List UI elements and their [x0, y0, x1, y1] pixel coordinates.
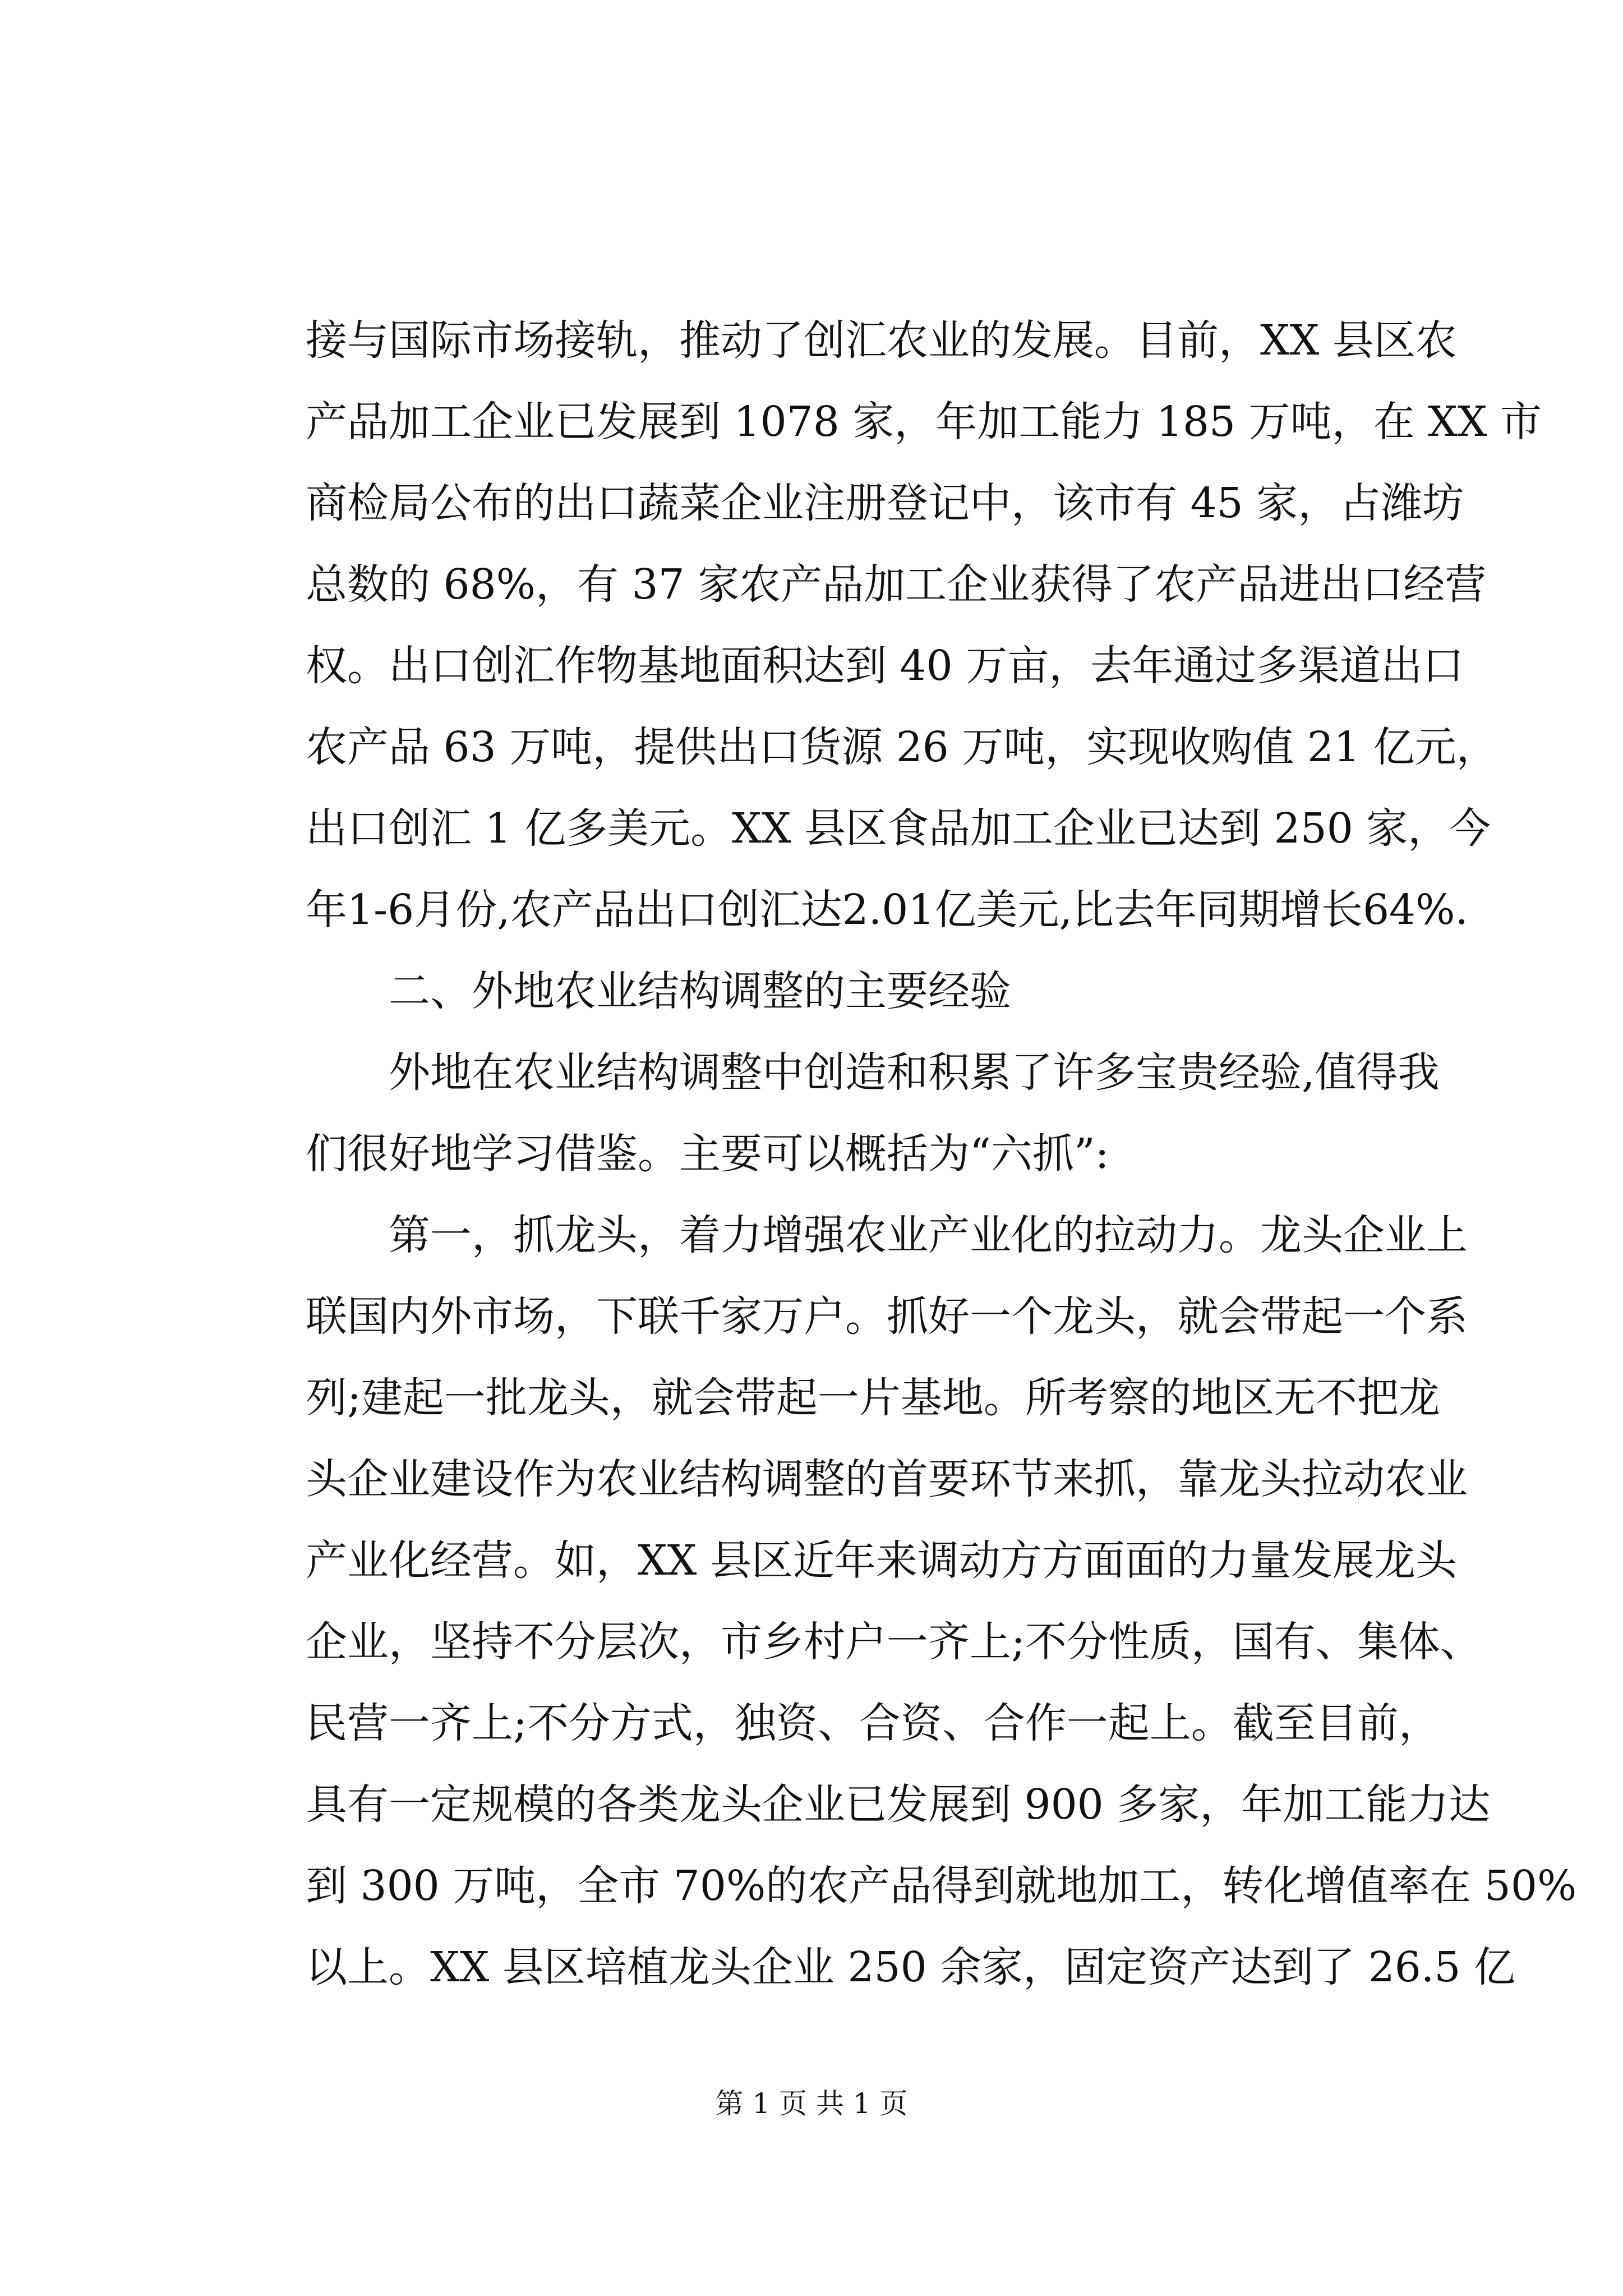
text-line: 产业化经营。如，XX 县区近年来调动方方面面的力量发展龙头 [306, 1536, 1457, 1585]
text-line: 具有一定规模的各类龙头企业已发展到 900 多家，年加工能力达 [306, 1780, 1491, 1829]
text-line: 权。出口创汇作物基地面积达到 40 万亩，去年通过多渠道出口 [306, 642, 1464, 690]
body-text [306, 300, 1577, 2008]
text-line: 们很好地学习借鉴。主要可以概括为“六抓”: [306, 1130, 1109, 1178]
text-line: 民营一齐上;不分方式，独资、合资、合作一起上。截至目前， [306, 1699, 1440, 1747]
text-line: 以上。XX 县区培植龙头企业 250 余家，固定资产达到了 26.5 亿 [306, 1943, 1515, 1991]
text-line: 产品加工企业已发展到 1078 家，年加工能力 185 万吨，在 XX 市 [306, 398, 1542, 446]
text-line: 联国内外市场，下联千家万户。抓好一个龙头，就会带起一个系 [306, 1292, 1468, 1341]
section-heading: 二、外地农业结构调整的主要经验 [389, 967, 1011, 1015]
text-line: 接与国际市场接轨，推动了创汇农业的发展。目前，XX 县区农 [306, 316, 1457, 365]
text-line: 出口创汇 1 亿多美元。XX 县区食品加工企业已达到 250 家，今 [306, 804, 1491, 853]
page-footer: 第 1 页 共 1 页 [715, 2087, 908, 2120]
text-line: 总数的 68%，有 37 家农产品加工企业获得了农产品进出口经营 [306, 560, 1487, 609]
text-line: 企业，坚持不分层次，市乡村户一齐上;不分性质，国有、集体、 [306, 1618, 1482, 1666]
text-line: 外地在农业结构调整中创造和积累了许多宝贵经验,值得我 [389, 1048, 1440, 1097]
text-line: 年1-6月份,农产品出口创汇达2.01亿美元,比去年同期增长64%. [306, 886, 1468, 934]
text-line: 列;建起一批龙头，就会带起一片基地。所考察的地区无不把龙 [306, 1374, 1440, 1422]
text-line: 商检局公布的出口蔬菜企业注册登记中，该市有 45 家，占潍坊 [306, 479, 1464, 527]
text-line: 头企业建设作为农业结构调整的首要环节来抓，靠龙头拉动农业 [306, 1455, 1468, 1503]
text-line: 到 300 万吨，全市 70%的农产品得到就地加工，转化增值率在 50% [306, 1862, 1577, 1910]
text-line: 农产品 63 万吨，提供出口货源 26 万吨，实现收购值 21 亿元， [306, 723, 1498, 771]
text-line: 第一，抓龙头，着力增强农业产业化的拉动力。龙头企业上 [389, 1211, 1468, 1259]
